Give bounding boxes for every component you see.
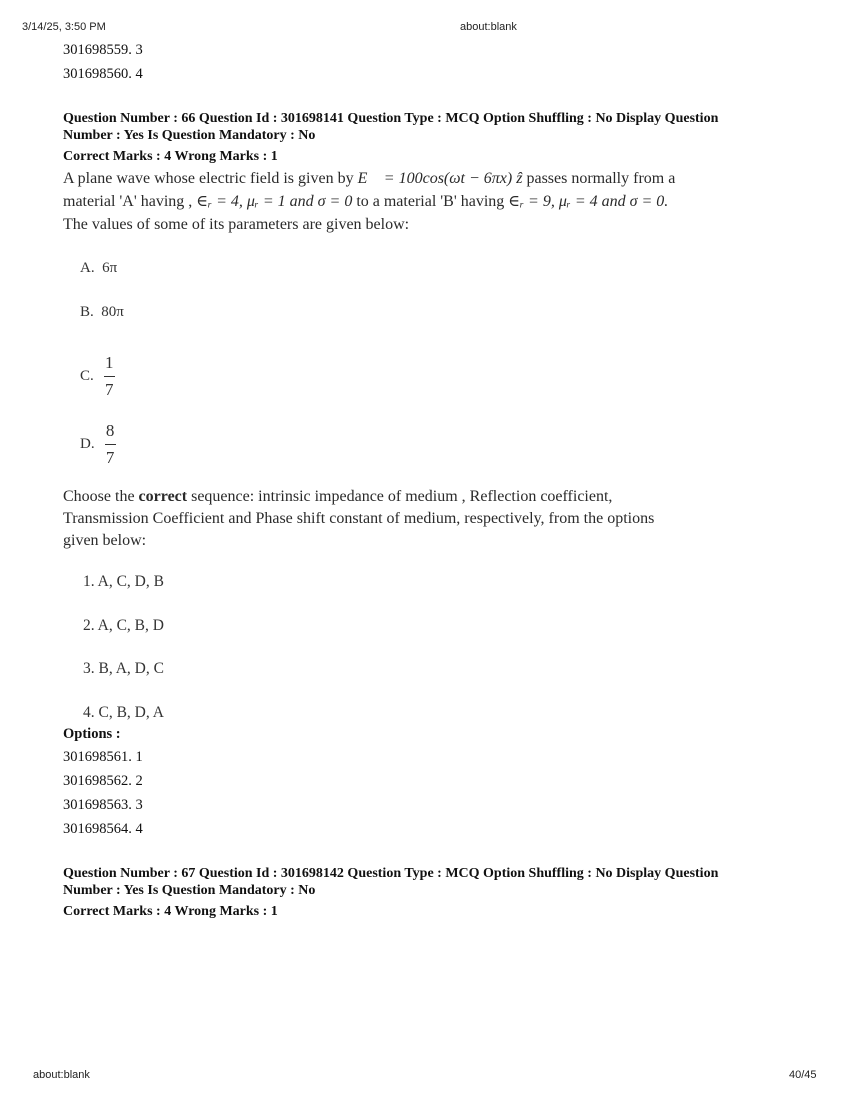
print-datetime: 3/14/25, 3:50 PM [22, 21, 106, 33]
q66-parameter-list [63, 254, 803, 478]
q66-question-text: A plane wave whose electric field is given by E⃗ = 100cos(ωt − 6πx) ẑ passes normally from a material 'A' having , ∈ᵣ = 4, μᵣ = 1 and σ = 0 to a material 'B' having ∈ᵣ = 9, μᵣ = 4 and σ = 0. The values of some of its parameters are given below: [63, 170, 676, 233]
param-d: D. $\frac{8}{7}$ [80, 420, 115, 467]
param-c: C. $\frac{1}{7}$ [80, 352, 114, 399]
print-url-header: about:blank [460, 21, 517, 33]
question-66 [63, 110, 803, 841]
option-id-1: 301698561. 1 [63, 749, 143, 765]
choice-2: 2. A, C, B, D [83, 616, 164, 634]
option-id-4: 301698564. 4 [63, 821, 143, 837]
q67-marks: Correct Marks : 4 Wrong Marks : 1 [63, 904, 278, 919]
q67-header-line1: Question Number : 67 Question Id : 301698142 Question Type : MCQ Option Shuffling : No Display Question [63, 866, 719, 881]
electric-field-expression: E⃗ = 100cos(ωt − 6πx) ẑ [357, 170, 523, 187]
q66-header-line1: Question Number : 66 Question Id : 301698141 Question Type : MCQ Option Shuffling : No Display Question [63, 111, 719, 126]
choice-1: 1. A, C, D, B [83, 573, 164, 590]
choice-3: 3. B, A, D, C [83, 660, 164, 677]
material-a-params: ∈ᵣ = 4, μᵣ = 1 and σ = 0 [196, 193, 353, 210]
q67-header-line2: Number : Yes Is Question Mandatory : No [63, 883, 316, 898]
param-c-fraction: $\frac{1}{7}$ [105, 352, 114, 399]
option-id-2: 301698562. 2 [63, 773, 143, 789]
page-content [63, 38, 803, 920]
options-label: Options : [63, 726, 121, 742]
param-d-fraction: $\frac{8}{7}$ [105, 420, 115, 467]
q66-header-line2: Number : Yes Is Question Mandatory : No [63, 128, 316, 143]
material-b-params: ∈ᵣ = 9, μᵣ = 4 and σ = 0. [508, 193, 669, 210]
param-a: A. 6π [80, 260, 118, 276]
q66-instruction: Choose the correct sequence: intrinsic impedance of medium , Reflection coefficient, Transmission Coefficient and Phase shift constant of medium, respectively, from the options given below: [63, 488, 655, 549]
prev-option-3: 301698559. 3 [63, 42, 143, 58]
q66-marks: Correct Marks : 4 Wrong Marks : 1 [63, 149, 278, 164]
choice-4: 4. C, B, D, A [83, 703, 164, 721]
print-url-footer: about:blank [33, 1069, 90, 1081]
q66-choices [63, 560, 803, 734]
page-number: 40/45 [789, 1069, 817, 1081]
question-67 [63, 865, 803, 920]
option-id-3: 301698563. 3 [63, 797, 143, 813]
param-b: B. 80π [80, 304, 124, 320]
prev-option-4: 301698560. 4 [63, 66, 143, 82]
